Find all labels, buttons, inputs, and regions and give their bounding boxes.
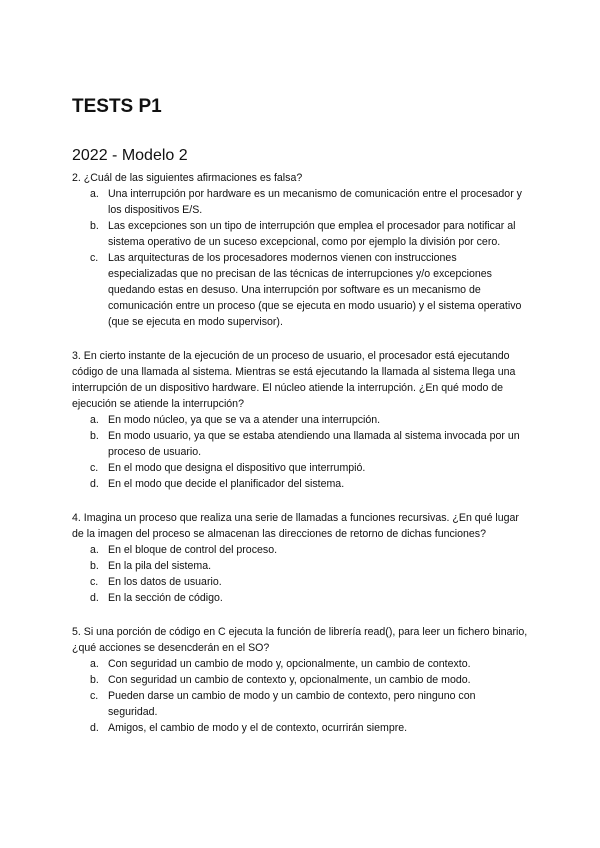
option-letter: c. xyxy=(90,252,99,264)
question-text: 4. Imagina un proceso que realiza una serie de llamadas a funciones recursivas. ¿En qué lugar de la imagen del proceso se almacenan las direcciones de retorno de dichas funciones? xyxy=(72,512,519,540)
question-text: 5. Si una porción de código en C ejecuta la función de librería read(), para leer un fichero binario, ¿qué acciones se desencderán en el SO? xyxy=(72,626,528,654)
option-text: En modo núcleo, ya que se va a atender una interrupción. xyxy=(108,414,381,426)
option-b xyxy=(72,558,532,574)
question-5 xyxy=(72,624,532,736)
option-letter: b. xyxy=(90,560,99,572)
option-text: Una interrupción por hardware es un mecanismo de comunicación entre el procesador y los dispositivos E/S. xyxy=(108,188,522,216)
options-list xyxy=(72,656,532,736)
options-list xyxy=(72,186,532,330)
option-c xyxy=(72,574,532,590)
option-text: En los datos de usuario. xyxy=(108,576,222,588)
option-letter: d. xyxy=(90,722,99,734)
options-list xyxy=(72,412,532,492)
option-letter: b. xyxy=(90,220,99,232)
option-text: En modo usuario, ya que se estaba atendiendo una llamada al sistema invocada por un proceso de usuario. xyxy=(108,430,520,458)
question-text: 2. ¿Cuál de las siguientes afirmaciones es falsa? xyxy=(72,172,303,184)
option-c xyxy=(72,460,532,476)
option-letter: c. xyxy=(90,462,99,474)
question-text: 3. En cierto instante de la ejecución de un proceso de usuario, el procesador está ejecutando código de una llamada al sistema. Mientras se está ejecutando la llamada al sistema llega una interrupción de un dispositivo hardware. El núcleo atiende la interrupción. ¿En qué modo de ejecución se atiende la interrupción? xyxy=(72,350,516,410)
option-a xyxy=(72,656,532,672)
option-text: Pueden darse un cambio de modo y un cambio de contexto, pero ninguno con seguridad. xyxy=(108,690,476,718)
document-title: TESTS P1 xyxy=(72,96,162,117)
option-letter: c. xyxy=(90,690,99,702)
option-letter: a. xyxy=(90,188,99,200)
option-b xyxy=(72,218,532,250)
option-c xyxy=(72,688,532,720)
option-text: Con seguridad un cambio de contexto y, opcionalmente, un cambio de modo. xyxy=(108,674,471,686)
option-text: Amigos, el cambio de modo y el de contexto, ocurrirán siempre. xyxy=(108,722,408,734)
option-text: En el bloque de control del proceso. xyxy=(108,544,278,556)
option-text: Las arquitecturas de los procesadores modernos vienen con instrucciones especializadas que no precisan de las técnicas de interrupciones y/o excepciones quedando estas en desuso. Una interrupción por software es un mecanismo de comunicación entre un proceso (que se ejecuta en modo usuario) y el sistema operativo (que se ejecuta en modo supervisor). xyxy=(108,252,522,328)
option-letter: a. xyxy=(90,658,99,670)
option-a xyxy=(72,186,532,218)
option-letter: c. xyxy=(90,576,99,588)
options-list xyxy=(72,542,532,606)
option-text: Las excepciones son un tipo de interrupción que emplea el procesador para notificar al sistema operativo de un suceso excepcional, como por ejemplo la división por cero. xyxy=(108,220,516,248)
option-letter: a. xyxy=(90,544,99,556)
option-letter: a. xyxy=(90,414,99,426)
option-letter: d. xyxy=(90,478,99,490)
option-text: En la sección de código. xyxy=(108,592,223,604)
option-b xyxy=(72,672,532,688)
option-d xyxy=(72,720,532,736)
option-text: Con seguridad un cambio de modo y, opcionalmente, un cambio de contexto. xyxy=(108,658,471,670)
option-letter: d. xyxy=(90,592,99,604)
section-title: 2022 - Modelo 2 xyxy=(72,147,188,164)
option-c xyxy=(72,250,532,330)
option-d xyxy=(72,590,532,606)
option-a xyxy=(72,412,532,428)
question-2 xyxy=(72,170,532,330)
option-text: En el modo que designa el dispositivo que interrumpió. xyxy=(108,462,366,474)
option-b xyxy=(72,428,532,460)
document-page xyxy=(72,95,532,754)
question-4 xyxy=(72,510,532,606)
option-letter: b. xyxy=(90,674,99,686)
question-3 xyxy=(72,348,532,492)
option-text: En el modo que decide el planificador del sistema. xyxy=(108,478,345,490)
option-a xyxy=(72,542,532,558)
option-d xyxy=(72,476,532,492)
option-text: En la pila del sistema. xyxy=(108,560,212,572)
option-letter: b. xyxy=(90,430,99,442)
